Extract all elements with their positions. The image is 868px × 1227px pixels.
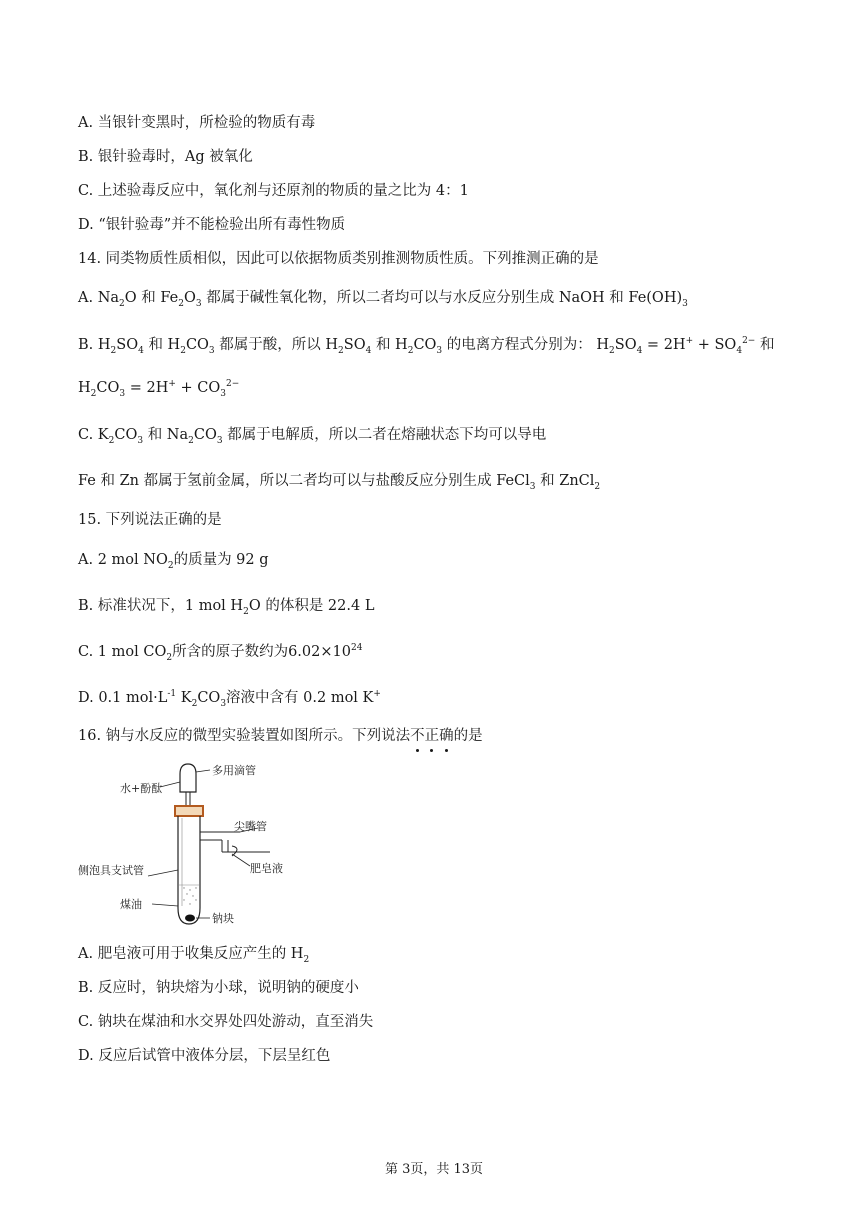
q16-option-a: A. 肥皂液可用于收集反应产生的 $H_2$ <box>78 946 310 965</box>
emphasis-dot: 不 <box>410 728 425 744</box>
sodium-block <box>185 915 195 922</box>
stopper <box>175 806 203 816</box>
q16-stem: 16. 钠与水反应的微型实验装置如图所示。下列说法不正确的是 <box>78 728 483 744</box>
q14-option-b-eq2: $H_2CO_3 = 2H^+ + CO_3^{2-}$ <box>78 379 240 399</box>
q16-option-c: C. 钠块在煤油和水交界处四处游动，直至消失 <box>78 1014 374 1030</box>
q16-option-d: D. 反应后试管中液体分层，下层呈红色 <box>78 1048 331 1064</box>
q13-option-a: A. 当银针变黑时，所检验的物质有毒 <box>78 115 316 131</box>
q15-option-c: C. 1 mol $CO_2$所含的原子数约为$6.02\times 10^{24}$ <box>78 643 363 663</box>
q14-option-b: B. $H_2SO_4$ 和 $H_2CO_3$ 都属于酸，所以 $H_2SO_4$ 和 $H_2CO_3$ 的电离方程式分别为： $H_2SO_4 = 2H^+ + SO_4^{2-}$ 和 <box>78 336 775 356</box>
q13-option-d: D. “银针验毒”并不能检验出所有毒性物质 <box>78 217 346 233</box>
q14-option-d: Fe 和 Zn 都属于氢前金属，所以二者均可以与盐酸反应分别生成 FeCl$_3$ 和 ZnCl$_2$ <box>78 473 601 492</box>
q13-option-c: C. 上述验毒反应中，氧化剂与还原剂的物质的量之比为 4：1 <box>78 183 469 199</box>
dropper-bulb <box>180 764 196 792</box>
label-water-phenol: 水+酚酞 <box>120 782 163 795</box>
q14-option-c: C. $K_2CO_3$ 和 $Na_2CO_3$ 都属于电解质，所以二者在熔融状态下均可以导电 <box>78 427 547 446</box>
apparatus-figure <box>70 758 310 930</box>
q15-option-a: A. 2 mol $NO_2$的质量为 92 g <box>78 552 269 571</box>
label-tube: 侧泡具支试管 <box>78 864 144 877</box>
q13-option-b: B. 银针验毒时，Ag 被氧化 <box>78 149 253 165</box>
label-nozzle: 尖嘴管 <box>234 820 267 833</box>
q16-option-b: B. 反应时，钠块熔为小球，说明钠的硬度小 <box>78 980 359 996</box>
label-dropper: 多用滴管 <box>212 764 256 777</box>
page-footer: 第 3页，共 13页 <box>384 1162 484 1177</box>
label-kerosene: 煤油 <box>120 898 142 911</box>
test-tube <box>178 816 200 924</box>
q15-option-b: B. 标准状况下，1 mol $H_2O$ 的体积是 22.4 L <box>78 598 375 617</box>
q14-option-a: A. $Na_2O$ 和 $Fe_2O_3$ 都属于碱性氧化物，所以二者均可以与水反应分别生成 NaOH 和 $Fe(OH)_3$ <box>78 290 688 309</box>
q14-stem: 14. 同类物质性质相似，因此可以依据物质类别推测物质性质。下列推测正确的是 <box>78 251 599 267</box>
q15-option-d: D. 0.1 $mol\cdot L^{-1}$ $K_2CO_3$溶液中含有 0.2 mol K+ <box>78 689 381 709</box>
label-sodium: 钠块 <box>212 912 234 925</box>
label-soap: 肥皂液 <box>250 862 283 875</box>
q15-stem: 15. 下列说法正确的是 <box>78 512 222 528</box>
